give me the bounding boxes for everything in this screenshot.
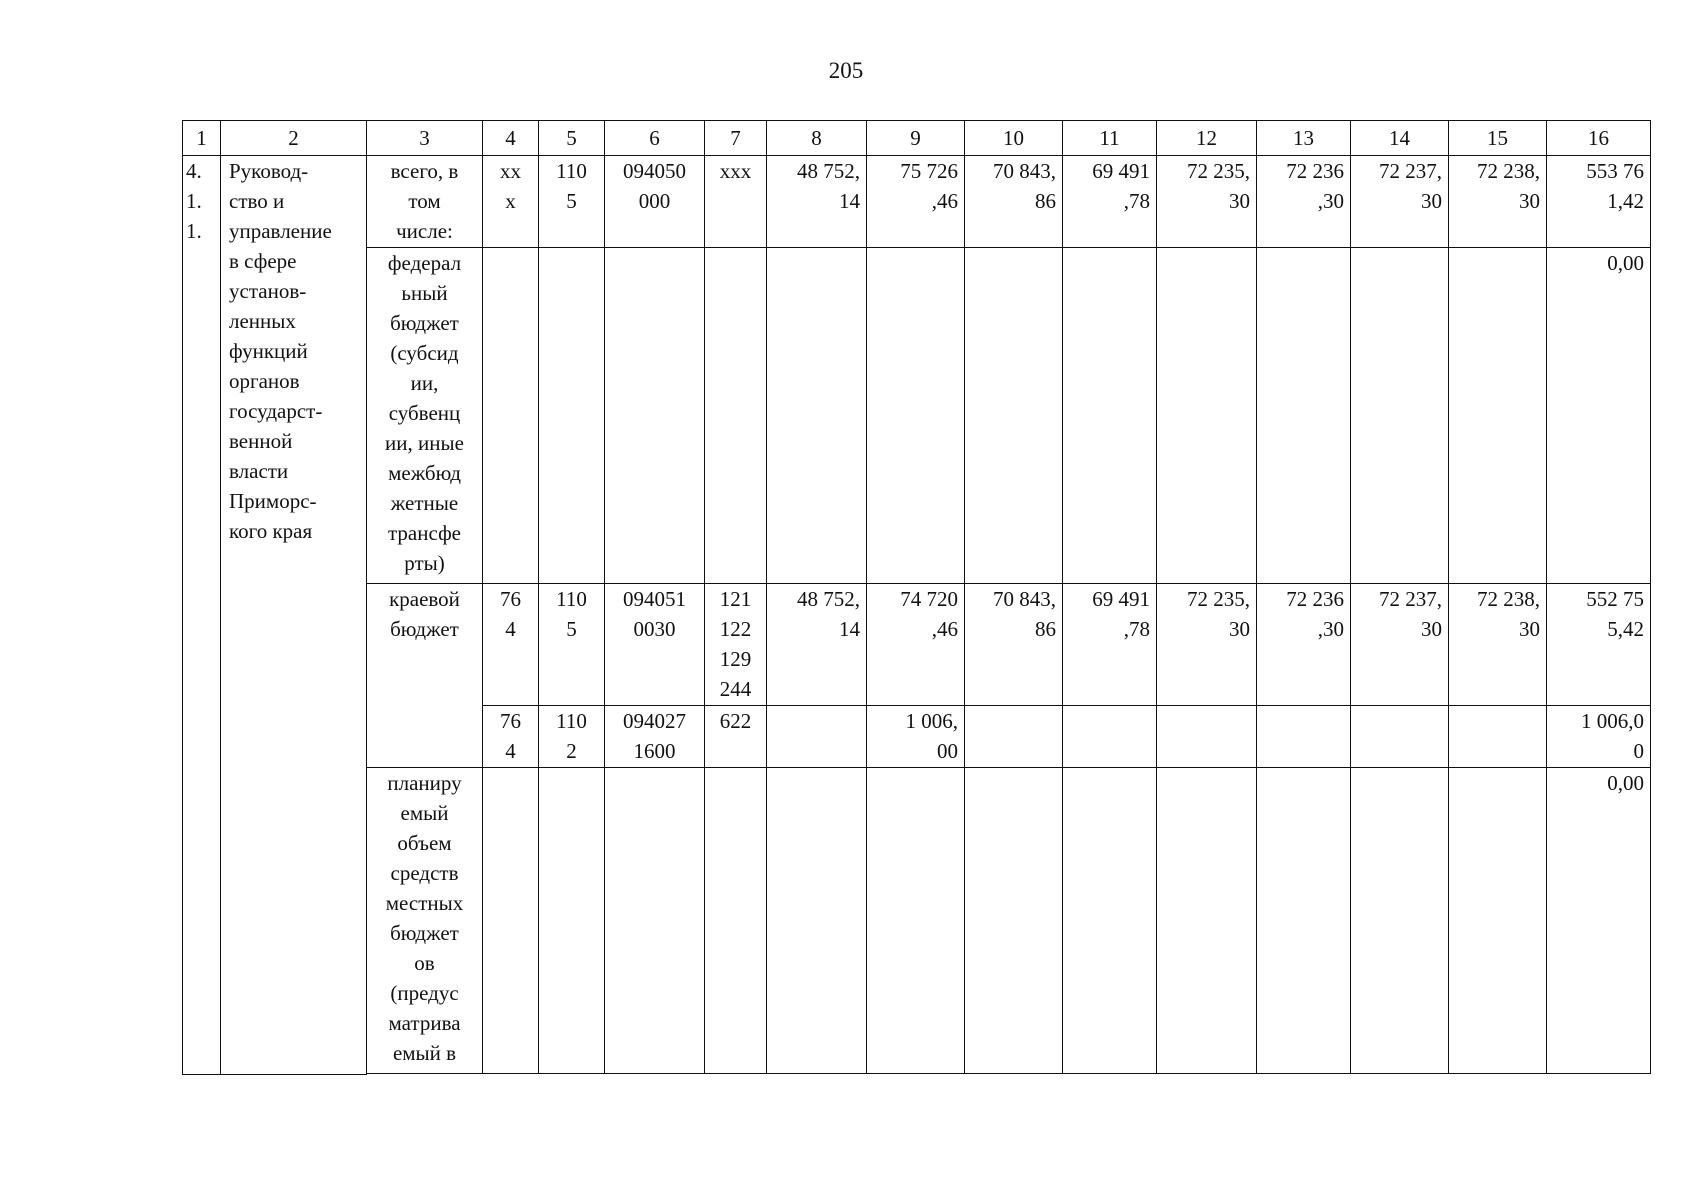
regional1-c8: 48 752, 14 bbox=[767, 584, 867, 706]
regional2-c13 bbox=[1257, 706, 1351, 768]
total-c9: 75 726 ,46 bbox=[867, 156, 965, 248]
item-number: 4. 1. 1. bbox=[183, 156, 221, 1075]
total-c14: 72 237, 30 bbox=[1351, 156, 1449, 248]
regional2-c10 bbox=[965, 706, 1063, 768]
total-c8: 48 752, 14 bbox=[767, 156, 867, 248]
header-col-5: 5 bbox=[539, 121, 605, 156]
regional1-c7: 121 122 129 244 bbox=[705, 584, 767, 706]
local-c13 bbox=[1257, 768, 1351, 1074]
federal-c13 bbox=[1257, 248, 1351, 584]
local-c9 bbox=[867, 768, 965, 1074]
federal-c8 bbox=[767, 248, 867, 584]
header-col-1: 1 bbox=[183, 121, 221, 156]
regional2-c6: 094027 1600 bbox=[605, 706, 705, 768]
regional2-c15 bbox=[1449, 706, 1547, 768]
federal-c6 bbox=[605, 248, 705, 584]
local-c14 bbox=[1351, 768, 1449, 1074]
federal-c10 bbox=[965, 248, 1063, 584]
page-number: 205 bbox=[828, 58, 864, 83]
local-c5 bbox=[539, 768, 605, 1074]
total-c6: 094050 000 bbox=[605, 156, 705, 248]
federal-c5 bbox=[539, 248, 605, 584]
local-c16: 0,00 bbox=[1547, 768, 1651, 1074]
regional1-c9: 74 720 ,46 bbox=[867, 584, 965, 706]
regional2-c12 bbox=[1157, 706, 1257, 768]
federal-c15 bbox=[1449, 248, 1547, 584]
header-col-14: 14 bbox=[1351, 121, 1449, 156]
source-regional: краевой бюджет bbox=[367, 584, 483, 768]
total-c12: 72 235, 30 bbox=[1157, 156, 1257, 248]
source-federal: федерал ьный бюджет (субсид ии, субвенц ии, иные межбюд жетные трансфе рты) bbox=[367, 248, 483, 584]
source-local: планиру емый объем средств местных бюджет ов (предус матрива емый в bbox=[367, 768, 483, 1074]
total-c13: 72 236 ,30 bbox=[1257, 156, 1351, 248]
total-c7: ххх bbox=[705, 156, 767, 248]
regional2-c9: 1 006, 00 bbox=[867, 706, 965, 768]
header-col-8: 8 bbox=[767, 121, 867, 156]
total-c16: 553 76 1,42 bbox=[1547, 156, 1651, 248]
header-col-2: 2 bbox=[221, 121, 367, 156]
regional2-c5: 110 2 bbox=[539, 706, 605, 768]
header-col-7: 7 bbox=[705, 121, 767, 156]
federal-c16: 0,00 bbox=[1547, 248, 1651, 584]
source-total: всего, в том числе: bbox=[367, 156, 483, 248]
federal-c9 bbox=[867, 248, 965, 584]
total-c5: 110 5 bbox=[539, 156, 605, 248]
item-name: Руковод- ство и управление в сфере установ- ленных функций органов государст- венной власти Приморс- кого края bbox=[221, 156, 367, 1075]
total-c11: 69 491 ,78 bbox=[1063, 156, 1157, 248]
local-c15 bbox=[1449, 768, 1547, 1074]
local-c4 bbox=[483, 768, 539, 1074]
local-c7 bbox=[705, 768, 767, 1074]
federal-c4 bbox=[483, 248, 539, 584]
budget-table bbox=[182, 120, 1651, 1075]
table-row bbox=[183, 248, 1651, 584]
header-col-6: 6 bbox=[605, 121, 705, 156]
regional2-c7: 622 bbox=[705, 706, 767, 768]
header-col-13: 13 bbox=[1257, 121, 1351, 156]
regional2-c8 bbox=[767, 706, 867, 768]
regional1-c14: 72 237, 30 bbox=[1351, 584, 1449, 706]
header-row bbox=[183, 121, 1651, 156]
regional1-c13: 72 236 ,30 bbox=[1257, 584, 1351, 706]
regional1-c15: 72 238, 30 bbox=[1449, 584, 1547, 706]
total-c4: хх х bbox=[483, 156, 539, 248]
header-col-3: 3 bbox=[367, 121, 483, 156]
regional1-c11: 69 491 ,78 bbox=[1063, 584, 1157, 706]
total-c15: 72 238, 30 bbox=[1449, 156, 1547, 248]
regional1-c16: 552 75 5,42 bbox=[1547, 584, 1651, 706]
header-col-16: 16 bbox=[1547, 121, 1651, 156]
regional2-c14 bbox=[1351, 706, 1449, 768]
header-col-15: 15 bbox=[1449, 121, 1547, 156]
regional1-c4: 76 4 bbox=[483, 584, 539, 706]
local-c11 bbox=[1063, 768, 1157, 1074]
header-col-12: 12 bbox=[1157, 121, 1257, 156]
local-c12 bbox=[1157, 768, 1257, 1074]
federal-c7 bbox=[705, 248, 767, 584]
table-row bbox=[183, 156, 1651, 248]
header-col-9: 9 bbox=[867, 121, 965, 156]
regional1-c12: 72 235, 30 bbox=[1157, 584, 1257, 706]
regional2-c11 bbox=[1063, 706, 1157, 768]
regional1-c6: 094051 0030 bbox=[605, 584, 705, 706]
total-c10: 70 843, 86 bbox=[965, 156, 1063, 248]
regional2-c4: 76 4 bbox=[483, 706, 539, 768]
spacer-cell bbox=[367, 1074, 1651, 1075]
federal-c12 bbox=[1157, 248, 1257, 584]
header-col-11: 11 bbox=[1063, 121, 1157, 156]
header-col-4: 4 bbox=[483, 121, 539, 156]
header-col-10: 10 bbox=[965, 121, 1063, 156]
federal-c11 bbox=[1063, 248, 1157, 584]
regional1-c5: 110 5 bbox=[539, 584, 605, 706]
table-row bbox=[183, 584, 1651, 706]
table-row-spacer bbox=[183, 1074, 1651, 1075]
local-c10 bbox=[965, 768, 1063, 1074]
federal-c14 bbox=[1351, 248, 1449, 584]
regional1-c10: 70 843, 86 bbox=[965, 584, 1063, 706]
regional2-c16: 1 006,0 0 bbox=[1547, 706, 1651, 768]
table-row bbox=[183, 768, 1651, 1074]
local-c8 bbox=[767, 768, 867, 1074]
local-c6 bbox=[605, 768, 705, 1074]
